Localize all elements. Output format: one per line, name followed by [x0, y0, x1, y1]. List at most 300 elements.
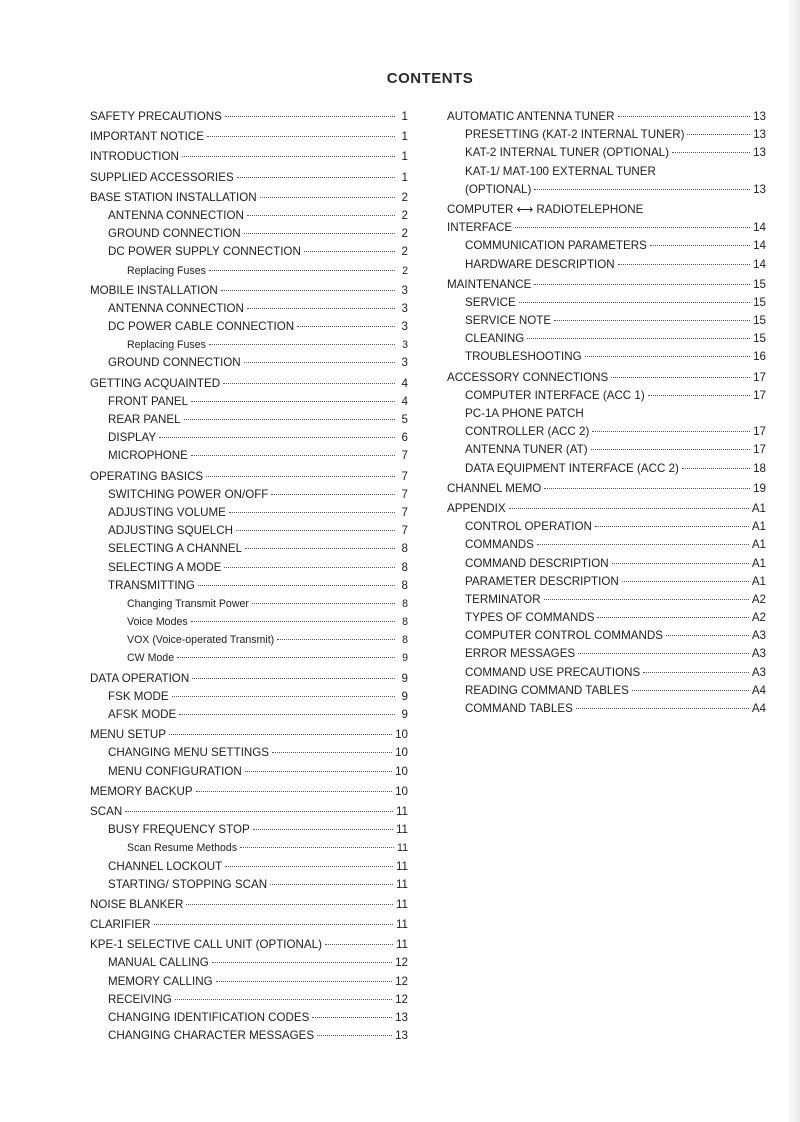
- toc-entry-page: 10: [395, 764, 408, 778]
- toc-entry-switching-power-on-off[interactable]: [90, 486, 408, 504]
- dot-leader: [192, 678, 395, 679]
- toc-entry-receiving[interactable]: [90, 991, 408, 1009]
- dot-leader: [643, 672, 749, 673]
- toc-entry-starting-stopping-scan[interactable]: [90, 876, 408, 894]
- dot-leader: [244, 362, 395, 363]
- dot-leader: [687, 134, 750, 135]
- toc-entry-page: 11: [395, 938, 408, 952]
- dot-leader: [544, 599, 749, 600]
- toc-entry-title: SWITCHING POWER ON/OFF: [108, 487, 269, 501]
- toc-entry-title: OPERATING BASICS: [90, 469, 204, 483]
- toc-entry-command-tables[interactable]: [447, 700, 766, 718]
- dot-leader: [509, 508, 749, 509]
- dot-leader: [221, 290, 395, 291]
- page-title: CONTENTS: [386, 70, 474, 87]
- dot-leader: [225, 866, 393, 867]
- toc-entry-title: FRONT PANEL: [108, 394, 189, 408]
- toc-entry-page: 3: [402, 339, 408, 352]
- toc-entry-title: TYPES OF COMMANDS: [465, 611, 595, 625]
- toc-entry-vox-voice-operated-transmit[interactable]: [90, 631, 408, 649]
- toc-entry-important-notice[interactable]: [90, 128, 408, 146]
- toc-entry-presetting-kat-2-internal-tuner[interactable]: [447, 126, 766, 144]
- toc-entry-title: DC POWER SUPPLY CONNECTION: [108, 245, 301, 259]
- dot-leader: [225, 116, 395, 117]
- dot-leader: [191, 621, 395, 622]
- toc-entry-title: GETTING ACQUAINTED: [90, 376, 221, 390]
- toc-entry-page: 7: [401, 469, 408, 483]
- dot-leader: [534, 189, 750, 190]
- toc-entry-service[interactable]: [447, 294, 766, 312]
- toc-entry-memory-backup[interactable]: [90, 783, 408, 801]
- toc-entry-title: COMMAND DESCRIPTION: [465, 556, 609, 570]
- toc-entry-page: 11: [395, 823, 408, 837]
- dot-leader: [317, 1035, 392, 1036]
- toc-entry-supplied-accessories[interactable]: [90, 169, 408, 187]
- toc-entry-title: KAT-2 INTERNAL TUNER (OPTIONAL): [465, 146, 669, 160]
- dot-leader: [212, 962, 392, 963]
- toc-entry-page: 2: [401, 190, 408, 204]
- toc-entry-page: 8: [402, 616, 408, 629]
- toc-entry-page: 6: [401, 431, 408, 445]
- toc-entry-title: ADJUSTING VOLUME: [108, 505, 226, 519]
- toc-entry-page: 2: [401, 245, 408, 259]
- toc-entry-title: Replacing Fuses: [127, 264, 206, 277]
- toc-entry-title: DC POWER CABLE CONNECTION: [108, 320, 295, 334]
- toc-entry-page: A3: [751, 647, 766, 661]
- toc-entry-reading-command-tables[interactable]: [447, 682, 766, 700]
- toc-entry-pc-1a-phone-patch[interactable]: [447, 405, 766, 423]
- toc-entry-title: GROUND CONNECTION: [108, 356, 241, 370]
- dot-leader: [270, 884, 393, 885]
- toc-entry-title: SERVICE: [465, 295, 516, 309]
- toc-entry-title: SELECTING A CHANNEL: [108, 542, 243, 556]
- toc-entry-title: IMPORTANT NOTICE: [90, 130, 205, 144]
- toc-entry-title: BASE STATION INSTALLATION: [90, 190, 257, 204]
- toc-entry-title: CHANGING CHARACTER MESSAGES: [108, 1029, 315, 1043]
- toc-entry-scan-resume-methods[interactable]: [90, 839, 408, 857]
- toc-entry-commands[interactable]: [447, 536, 766, 554]
- dot-leader: [527, 338, 750, 339]
- dot-leader: [632, 690, 749, 691]
- toc-entry-title: CHANNEL LOCKOUT: [108, 859, 223, 873]
- toc-entry-page: 10: [395, 784, 408, 798]
- dot-leader: [592, 431, 750, 432]
- toc-entry-page: 8: [401, 578, 408, 592]
- toc-entry-title: ADJUSTING SQUELCH: [108, 524, 233, 538]
- dot-leader: [224, 567, 395, 568]
- dot-leader: [304, 251, 395, 252]
- dot-leader: [247, 215, 395, 216]
- toc-entry-page: 17: [753, 388, 766, 402]
- toc-entry-changing-menu-settings[interactable]: [90, 744, 408, 762]
- toc-entry-title: SUPPLIED ACCESSORIES: [90, 170, 234, 184]
- toc-entry-title: MENU CONFIGURATION: [108, 764, 242, 778]
- toc-entry-title: AUTOMATIC ANTENNA TUNER: [447, 110, 615, 123]
- toc-entry-title: Scan Resume Methods: [127, 842, 238, 855]
- toc-entry-title: PRESETTING (KAT-2 INTERNAL TUNER): [465, 128, 685, 142]
- toc-entry-title: MANUAL CALLING: [108, 956, 209, 970]
- toc-entry-microphone[interactable]: [90, 447, 408, 465]
- dot-leader: [159, 437, 395, 438]
- toc-entry-hardware-description[interactable]: [447, 256, 766, 274]
- toc-entry-page: 1: [401, 130, 408, 144]
- dot-leader: [247, 308, 395, 309]
- toc-left-column: [90, 108, 408, 1045]
- toc-entry-mobile-installation[interactable]: [90, 282, 408, 300]
- toc-entry-title: COMPUTER ⟷ RADIOTELEPHONE: [447, 202, 644, 216]
- toc-entry-title: AFSK MODE: [108, 708, 177, 721]
- toc-entry-page: A3: [751, 665, 766, 679]
- toc-entry-title: ANTENNA TUNER (AT): [465, 443, 588, 457]
- toc-entry-ground-connection[interactable]: [90, 225, 408, 243]
- toc-entry-page: 9: [401, 689, 408, 703]
- toc-entry-kpe-1-selective-call-unit-optional[interactable]: [90, 936, 408, 954]
- toc-entry-dc-power-cable-connection[interactable]: [90, 318, 408, 336]
- toc-entry-title: CLEANING: [465, 332, 525, 346]
- toc-entry-automatic-antenna-tuner[interactable]: [447, 108, 766, 126]
- dot-leader: [191, 455, 395, 456]
- toc-entry-title: STARTING/ STOPPING SCAN: [108, 877, 268, 891]
- dot-leader: [177, 657, 395, 658]
- dot-leader: [554, 320, 750, 321]
- toc-entry-accessory-connections[interactable]: [447, 369, 766, 387]
- toc-entry-computer-interface-acc-1[interactable]: [447, 387, 766, 405]
- toc-entry-front-panel[interactable]: [90, 393, 408, 411]
- dot-leader: [206, 476, 395, 477]
- toc-entry-title: MICROPHONE: [108, 449, 188, 463]
- toc-entry-page: 18: [753, 461, 766, 475]
- dot-leader: [169, 734, 392, 735]
- toc-entry-title: Changing Transmit Power: [127, 597, 249, 610]
- toc-entry-voice-modes[interactable]: [90, 613, 408, 631]
- toc-entry-page: A1: [751, 501, 766, 515]
- toc-entry-service-note[interactable]: [447, 312, 766, 330]
- toc-entry-transmitting[interactable]: [90, 577, 408, 595]
- toc-entry-page: 9: [402, 652, 408, 665]
- toc-entry-page: A3: [751, 629, 766, 643]
- toc-entry-title: COMPUTER INTERFACE (ACC 1): [465, 388, 645, 402]
- toc-entry-page: A1: [751, 556, 766, 570]
- dot-leader: [236, 530, 395, 531]
- toc-entry-title: CHANGING IDENTIFICATION CODES: [108, 1011, 310, 1024]
- dot-leader: [244, 233, 395, 234]
- toc-entry-page: 13: [395, 1029, 408, 1043]
- toc-right-column: [447, 108, 766, 718]
- dot-leader: [648, 395, 750, 396]
- toc-entry-changing-character-messages[interactable]: [90, 1027, 408, 1045]
- toc-entry-computer-control-commands[interactable]: [447, 627, 766, 645]
- toc-entry-title: MOBILE INSTALLATION: [90, 283, 218, 297]
- toc-entry-page: 2: [401, 227, 408, 241]
- toc-entry-title: DATA OPERATION: [90, 671, 190, 685]
- toc-entry-page: 11: [395, 877, 408, 891]
- dot-leader: [223, 383, 395, 384]
- toc-entry-title: REAR PANEL: [108, 413, 181, 426]
- toc-entry-title: VOX (Voice-operated Transmit): [127, 634, 275, 647]
- toc-entry-maintenance[interactable]: [447, 276, 766, 294]
- dot-leader: [585, 356, 750, 357]
- toc-entry-title: COMMAND TABLES: [465, 702, 573, 715]
- toc-entry-page: 17: [753, 443, 766, 457]
- toc-entry-command-description[interactable]: [447, 555, 766, 573]
- dot-leader: [182, 156, 395, 157]
- dot-leader: [260, 197, 395, 198]
- toc-entry-ground-connection[interactable]: [90, 354, 408, 372]
- toc-entry-memory-calling[interactable]: [90, 973, 408, 991]
- toc-entry-data-operation[interactable]: [90, 670, 408, 688]
- dot-leader: [666, 635, 749, 636]
- toc-entry-page: 16: [753, 350, 766, 364]
- toc-entry-title: CHANGING MENU SETTINGS: [108, 746, 270, 760]
- toc-entry-page: 11: [395, 918, 408, 932]
- toc-entry-antenna-connection[interactable]: [90, 300, 408, 318]
- toc-entry-title: COMPUTER CONTROL COMMANDS: [465, 629, 663, 643]
- toc-entry-getting-acquainted[interactable]: [90, 375, 408, 393]
- dot-leader: [312, 1017, 392, 1018]
- dot-leader: [618, 116, 751, 117]
- toc-entry-antenna-connection[interactable]: [90, 207, 408, 225]
- dot-leader: [597, 617, 748, 618]
- toc-entry-page: 3: [401, 356, 408, 370]
- toc-entry-title: DATA EQUIPMENT INTERFACE (ACC 2): [465, 461, 679, 475]
- toc-entry-title: CLARIFIER: [90, 918, 151, 932]
- dot-leader: [544, 488, 750, 489]
- toc-entry-page: 11: [395, 804, 408, 818]
- toc-entry-page: A2: [751, 611, 766, 625]
- dot-leader: [271, 494, 395, 495]
- toc-entry-title: COMMAND USE PRECAUTIONS: [465, 665, 641, 679]
- toc-entry-cw-mode[interactable]: [90, 649, 408, 667]
- toc-entry-page: 2: [401, 208, 408, 222]
- toc-entry-antenna-tuner-at[interactable]: [447, 441, 766, 459]
- dot-leader: [515, 227, 750, 228]
- toc-entry-title: ACCESSORY CONNECTIONS: [447, 370, 609, 384]
- toc-entry-title: (OPTIONAL): [465, 182, 532, 196]
- toc-entry-page: 1: [401, 110, 408, 123]
- toc-entry-title: HARDWARE DESCRIPTION: [465, 257, 615, 271]
- dot-leader: [672, 152, 750, 153]
- toc-entry-page: 7: [401, 524, 408, 538]
- toc-entry-communication-parameters[interactable]: [447, 237, 766, 255]
- toc-entry-title: MENU SETUP: [90, 728, 167, 742]
- dot-leader: [240, 847, 394, 848]
- dot-leader: [534, 284, 750, 285]
- dot-leader: [245, 548, 395, 549]
- toc-entry-page: 15: [753, 277, 766, 291]
- toc-entry-title: FSK MODE: [108, 689, 169, 703]
- dot-leader: [175, 999, 392, 1000]
- toc-entry-fsk-mode[interactable]: [90, 688, 408, 706]
- toc-entry-channel-lockout[interactable]: [90, 858, 408, 876]
- toc-entry-optional[interactable]: [447, 181, 766, 199]
- toc-entry-page: 15: [753, 295, 766, 309]
- toc-entry-page: 12: [395, 956, 408, 970]
- toc-entry-page: A1: [751, 574, 766, 588]
- toc-entry-page: 8: [401, 542, 408, 556]
- toc-entry-base-station-installation[interactable]: [90, 189, 408, 207]
- dot-leader: [237, 177, 395, 178]
- toc-entry-page: 11: [395, 897, 408, 911]
- toc-entry-display[interactable]: [90, 429, 408, 447]
- toc-entry-page: 1: [401, 150, 408, 164]
- toc-entry-clarifier[interactable]: [90, 916, 408, 934]
- toc-entry-page: 8: [401, 560, 408, 574]
- toc-entry-page: 5: [401, 413, 408, 426]
- toc-entry-page: A1: [751, 520, 766, 534]
- toc-entry-page: 14: [753, 239, 766, 253]
- toc-entry-page: 13: [395, 1011, 408, 1024]
- toc-entry-terminator[interactable]: [447, 591, 766, 609]
- dot-leader: [209, 344, 395, 345]
- dot-leader: [576, 708, 749, 709]
- dot-leader: [186, 904, 393, 905]
- toc-entry-afsk-mode[interactable]: [90, 706, 408, 724]
- toc-entry-rear-panel[interactable]: [90, 411, 408, 429]
- toc-entry-command-use-precautions[interactable]: [447, 664, 766, 682]
- toc-entry-page: 3: [401, 320, 408, 334]
- toc-entry-replacing-fuses[interactable]: [90, 336, 408, 354]
- toc-entry-title: SELECTING A MODE: [108, 560, 222, 574]
- toc-entry-page: 1: [401, 170, 408, 184]
- toc-entry-changing-transmit-power[interactable]: [90, 595, 408, 613]
- page-edge-shadow: [786, 0, 800, 1122]
- toc-entry-title: SERVICE NOTE: [465, 314, 552, 328]
- toc-entry-title: ERROR MESSAGES: [465, 647, 576, 661]
- dot-leader: [216, 981, 393, 982]
- toc-entry-page: 15: [753, 314, 766, 328]
- toc-entry-page: 10: [395, 746, 408, 760]
- toc-entry-page: 3: [401, 301, 408, 315]
- toc-entry-adjusting-volume[interactable]: [90, 504, 408, 522]
- dot-leader: [154, 924, 393, 925]
- toc-entry-operating-basics[interactable]: [90, 468, 408, 486]
- toc-entry-kat-2-internal-tuner-optional[interactable]: [447, 144, 766, 162]
- toc-entry-data-equipment-interface-acc-2[interactable]: [447, 460, 766, 478]
- toc-entry-title: CONTROLLER (ACC 2): [465, 425, 590, 439]
- toc-entry-title: DISPLAY: [108, 431, 157, 445]
- toc-entry-page: 14: [753, 221, 766, 235]
- dot-leader: [622, 581, 749, 582]
- dot-leader: [191, 401, 395, 402]
- toc-entry-title: GROUND CONNECTION: [108, 227, 241, 241]
- toc-entry-page: 11: [397, 842, 408, 855]
- dot-leader: [184, 419, 395, 420]
- toc-entry-adjusting-squelch[interactable]: [90, 522, 408, 540]
- toc-entry-cleaning[interactable]: [447, 330, 766, 348]
- toc-entry-page: 13: [753, 110, 766, 123]
- toc-entry-title: SCAN: [90, 804, 123, 818]
- toc-entry-dc-power-supply-connection[interactable]: [90, 243, 408, 261]
- dot-leader: [611, 377, 750, 378]
- toc-entry-title: NOISE BLANKER: [90, 897, 184, 911]
- toc-entry-title: TRANSMITTING: [108, 578, 195, 592]
- dot-leader: [196, 791, 392, 792]
- toc-entry-title: Voice Modes: [127, 616, 188, 629]
- toc-entry-control-operation[interactable]: [447, 518, 766, 536]
- toc-entry-page: A4: [751, 683, 766, 697]
- toc-entry-title: READING COMMAND TABLES: [465, 683, 629, 697]
- toc-entry-title: KAT-1/ MAT-100 EXTERNAL TUNER: [465, 164, 656, 178]
- dot-leader: [519, 302, 750, 303]
- dot-leader: [618, 264, 750, 265]
- toc-entry-title: SAFETY PRECAUTIONS: [90, 110, 222, 123]
- toc-entry-page: 4: [401, 394, 408, 408]
- toc-entry-scan[interactable]: [90, 803, 408, 821]
- toc-entry-page: 10: [395, 728, 408, 742]
- dot-leader: [537, 544, 749, 545]
- toc-entry-page: 9: [401, 708, 408, 721]
- dot-leader: [591, 449, 750, 450]
- toc-entry-selecting-a-mode[interactable]: [90, 559, 408, 577]
- toc-entry-types-of-commands[interactable]: [447, 609, 766, 627]
- dot-leader: [595, 526, 749, 527]
- toc-entry-appendix[interactable]: [447, 500, 766, 518]
- toc-entry-troubleshooting[interactable]: [447, 348, 766, 366]
- toc-entry-page: 8: [402, 634, 408, 647]
- toc-entry-title: CHANNEL MEMO: [447, 481, 542, 495]
- toc-entry-computer-radiotelephone[interactable]: [447, 201, 766, 219]
- toc-entry-parameter-description[interactable]: [447, 573, 766, 591]
- toc-entry-introduction[interactable]: [90, 148, 408, 166]
- toc-entry-manual-calling[interactable]: [90, 954, 408, 972]
- toc-entry-controller-acc-2[interactable]: [447, 423, 766, 441]
- toc-entry-page: 13: [753, 182, 766, 196]
- dot-leader: [682, 468, 750, 469]
- toc-entry-changing-identification-codes[interactable]: [90, 1009, 408, 1027]
- toc-entry-selecting-a-channel[interactable]: [90, 540, 408, 558]
- toc-entry-page: 14: [753, 257, 766, 271]
- toc-entry-title: ANTENNA CONNECTION: [108, 301, 244, 315]
- dot-leader: [198, 585, 395, 586]
- toc-entry-page: 15: [753, 332, 766, 346]
- toc-entry-title: RECEIVING: [108, 992, 172, 1006]
- dot-leader: [252, 603, 395, 604]
- dot-leader: [612, 563, 749, 564]
- toc-entry-page: 19: [753, 481, 766, 495]
- toc-entry-page: 12: [395, 974, 408, 988]
- toc-entry-menu-configuration[interactable]: [90, 763, 408, 781]
- toc-entry-replacing-fuses[interactable]: [90, 262, 408, 280]
- dot-leader: [297, 326, 395, 327]
- toc-entry-title: COMMUNICATION PARAMETERS: [465, 239, 647, 253]
- dot-leader: [229, 512, 395, 513]
- toc-entry-title: CW Mode: [127, 652, 175, 665]
- toc-entry-page: A4: [751, 702, 766, 715]
- toc-entry-kat-1-mat-100-external-tuner[interactable]: [447, 163, 766, 181]
- toc-entry-title: INTERFACE: [447, 221, 513, 235]
- dot-leader: [209, 270, 395, 271]
- toc-entry-channel-memo[interactable]: [447, 480, 766, 498]
- toc-entry-safety-precautions[interactable]: [90, 108, 408, 126]
- toc-entry-title: KPE-1 SELECTIVE CALL UNIT (OPTIONAL): [90, 938, 322, 952]
- toc-entry-error-messages[interactable]: [447, 645, 766, 663]
- toc-entry-title: COMMANDS: [465, 538, 534, 552]
- toc-entry-page: 17: [753, 370, 766, 384]
- toc-entry-title: ANTENNA CONNECTION: [108, 208, 244, 222]
- toc-entry-interface[interactable]: [447, 219, 766, 237]
- toc-entry-noise-blanker[interactable]: [90, 896, 408, 914]
- toc-entry-title: MEMORY BACKUP: [90, 784, 193, 798]
- toc-entry-menu-setup[interactable]: [90, 726, 408, 744]
- toc-entry-page: 7: [401, 487, 408, 501]
- toc-entry-title: PC-1A PHONE PATCH: [465, 407, 584, 420]
- toc-entry-busy-frequency-stop[interactable]: [90, 821, 408, 839]
- dot-leader: [253, 829, 393, 830]
- toc-entry-page: A2: [751, 592, 766, 606]
- toc-entry-page: 9: [401, 671, 408, 685]
- toc-entry-title: PARAMETER DESCRIPTION: [465, 574, 619, 588]
- toc-entry-title: BUSY FREQUENCY STOP: [108, 823, 250, 837]
